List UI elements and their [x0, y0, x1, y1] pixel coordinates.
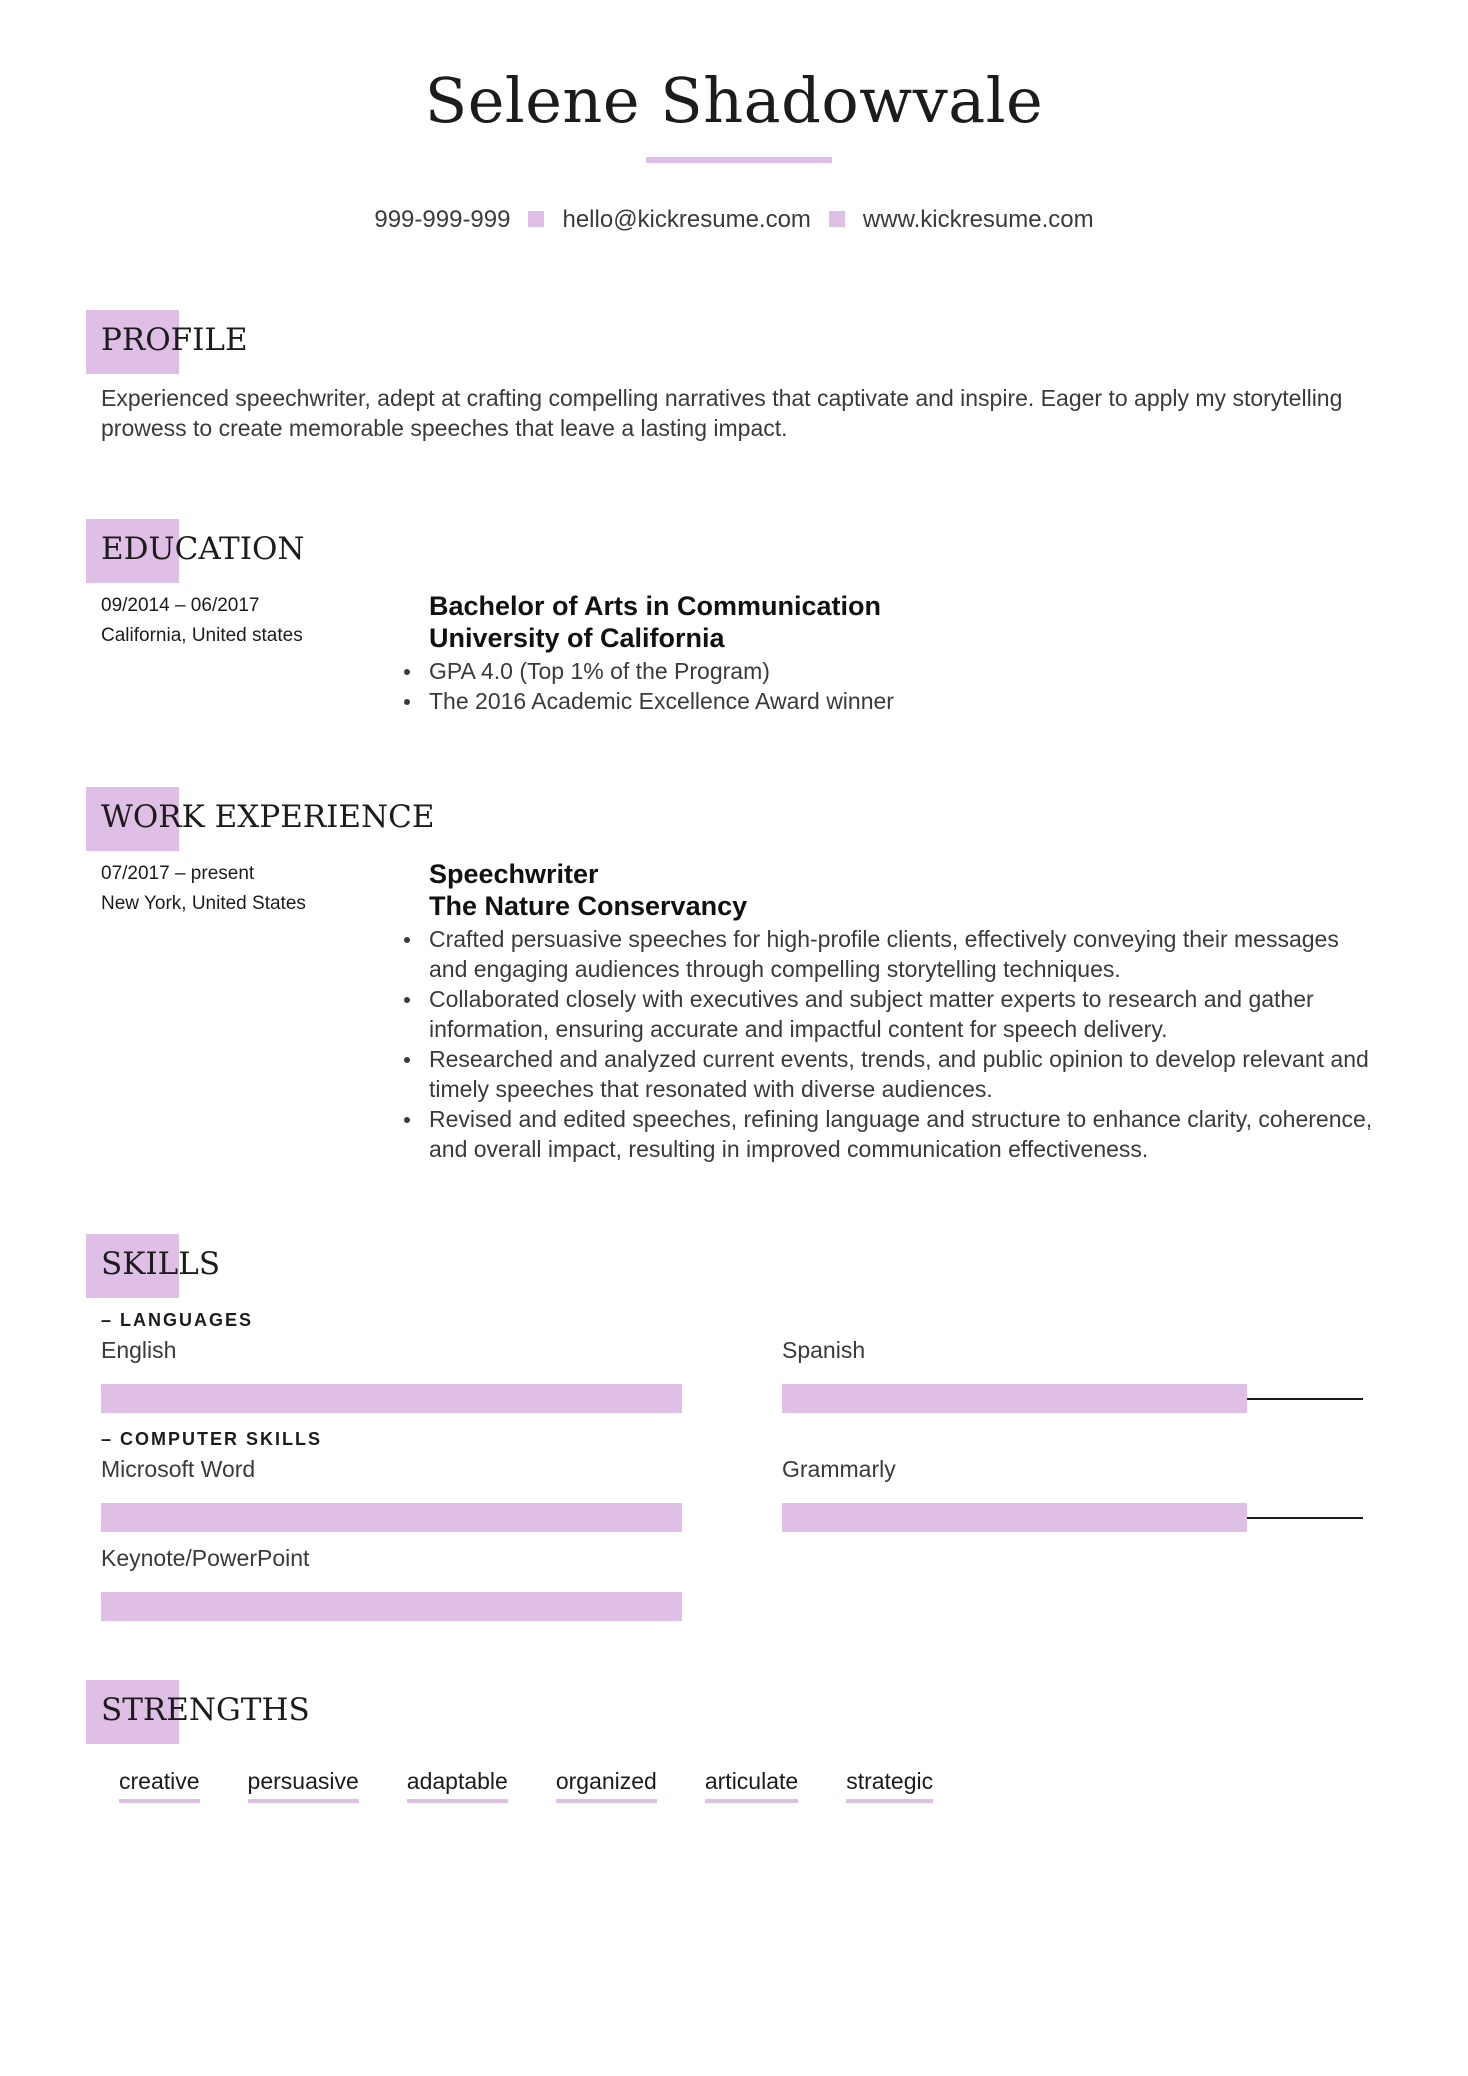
education-dates: 09/2014 – 06/2017 — [101, 595, 260, 616]
skill-level-bar — [101, 1592, 682, 1621]
strength-tag: strategic — [846, 1768, 933, 1803]
name-underline — [646, 157, 832, 163]
list-item: The 2016 Academic Excellence Award winner — [429, 686, 1379, 716]
computer-skills-subheading: – COMPUTER SKILLS — [101, 1429, 323, 1449]
work-entry — [429, 858, 1379, 1164]
list-item: Collaborated closely with executives and subject matter experts to research and gather information, ensuring accurate and impactful content for speech delivery. — [429, 984, 1379, 1044]
skill-level-bar — [101, 1384, 682, 1413]
section-title: STRENGTHS — [101, 1692, 310, 1728]
contact-line — [0, 206, 1468, 234]
phone: 999-999-999 — [374, 206, 511, 233]
languages-subheading: – LANGUAGES — [101, 1310, 254, 1330]
list-item: Researched and analyzed current events, trends, and public opinion to develop relevant and timely speeches that resonated with diverse audiences. — [429, 1044, 1379, 1104]
email-link[interactable]: hello@kickresume.com — [562, 206, 811, 233]
strength-tag: creative — [119, 1768, 200, 1803]
work-dates: 07/2017 – present — [101, 863, 255, 884]
job-title: Speechwriter — [429, 859, 599, 889]
skill-name: Spanish — [782, 1337, 866, 1363]
section-title: EDUCATION — [101, 531, 305, 567]
work-bullets — [429, 924, 1379, 1164]
skill-level-bar — [782, 1503, 1247, 1532]
skill-name: Grammarly — [782, 1456, 896, 1482]
strength-tag: articulate — [705, 1768, 798, 1803]
education-entry — [429, 590, 1379, 716]
company-name: The Nature Conservancy — [429, 891, 748, 921]
work-meta — [101, 859, 306, 919]
strength-tag: persuasive — [248, 1768, 359, 1803]
education-location: California, United states — [101, 625, 303, 646]
section-title: SKILLS — [101, 1246, 221, 1282]
list-item: Revised and edited speeches, refining language and structure to enhance clarity, coherence, and overall impact, resulting in improved communication effectiveness. — [429, 1104, 1379, 1164]
strength-tag: organized — [556, 1768, 657, 1803]
profile-text: Experienced speechwriter, adept at crafting compelling narratives that captivate and inspire. Eager to apply my storytelling prowess to create memorable speeches that leave a lasting impact. — [101, 385, 1343, 441]
education-meta — [101, 591, 303, 651]
skill-level-bar — [782, 1384, 1247, 1413]
work-location: New York, United States — [101, 893, 306, 914]
section-title: PROFILE — [101, 322, 248, 358]
candidate-name: Selene Shadowvale — [424, 64, 1044, 137]
separator-square-icon — [528, 211, 544, 227]
degree-title: Bachelor of Arts in Communication — [429, 591, 882, 621]
skill-name: Microsoft Word — [101, 1456, 256, 1482]
school-name: University of California — [429, 623, 725, 653]
skill-level-bar — [101, 1503, 682, 1532]
education-bullets — [429, 656, 1379, 716]
list-item: Crafted persuasive speeches for high-profile clients, effectively conveying their messages and engaging audiences through compelling storytelling techniques. — [429, 924, 1379, 984]
separator-square-icon — [829, 211, 845, 227]
strength-tag: adaptable — [407, 1768, 508, 1803]
website-link[interactable]: www.kickresume.com — [862, 206, 1094, 233]
section-title: WORK EXPERIENCE — [101, 799, 435, 835]
strengths-list — [119, 1768, 933, 1803]
skill-name: Keynote/PowerPoint — [101, 1545, 310, 1571]
list-item: GPA 4.0 (Top 1% of the Program) — [429, 656, 1379, 686]
skill-name: English — [101, 1337, 177, 1363]
